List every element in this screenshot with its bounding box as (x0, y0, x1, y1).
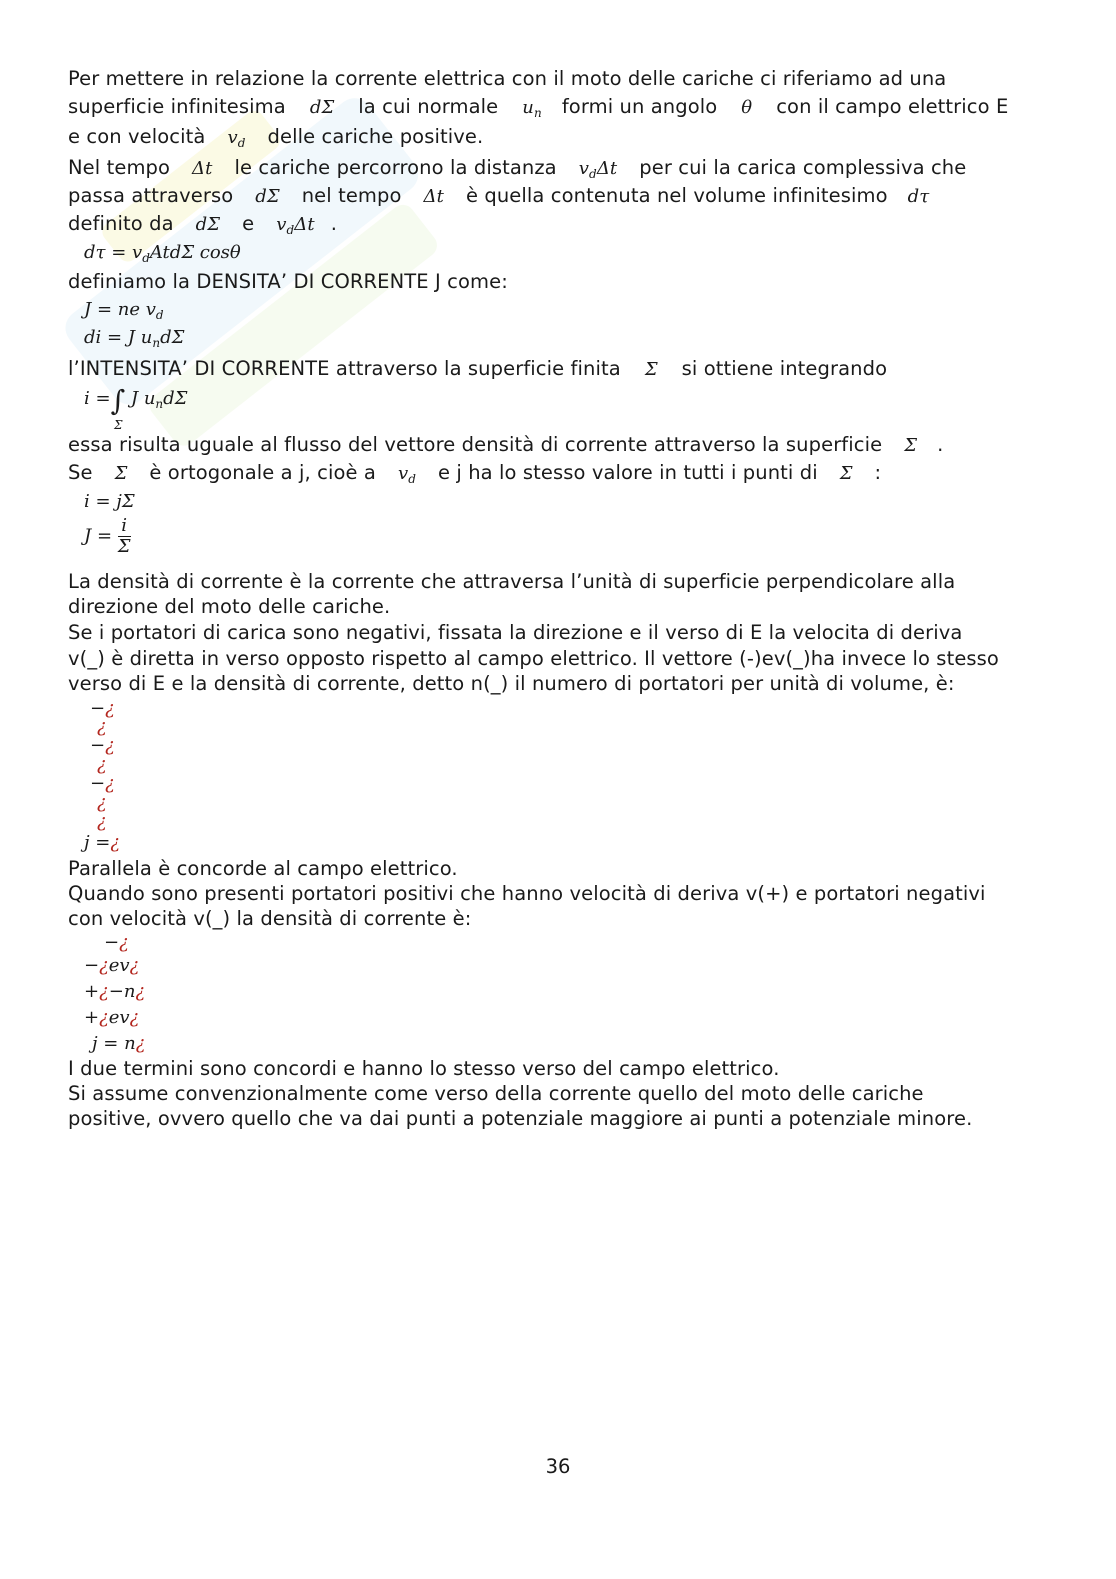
text-span: Se (68, 461, 93, 484)
math-sigma: Σ (904, 435, 918, 456)
math-delta-t: Δt (596, 158, 618, 179)
text-span: la cui normale (358, 95, 499, 118)
eq-part: AtdΣ cosθ (149, 242, 241, 263)
math-sub-d: d (589, 167, 597, 181)
math-sigma: Σ (839, 463, 853, 484)
fraction-denominator: Σ (117, 536, 131, 557)
eq-part: dτ = v (84, 242, 143, 263)
inverted-question-mark: ¿ (97, 754, 107, 775)
text-span: delle cariche positive. (267, 125, 484, 148)
math-sub-d: d (155, 308, 164, 322)
math-sub-d: d (408, 472, 417, 486)
math-sub-n: n (533, 106, 542, 120)
inverted-question-mark: ¿ (135, 981, 146, 1002)
broken-formula-line (97, 811, 107, 833)
paragraph-line: verso di E e la densità di corrente, detto n(_) il numero di portatori per unità di volume, è: (68, 672, 955, 695)
paragraph-line: definiamo la DENSITA’ DI CORRENTE J come: (68, 270, 508, 293)
eq-part: j = n (92, 1033, 136, 1054)
text-span: e (242, 212, 255, 235)
eq-part: J = ne v (84, 299, 156, 320)
math-sub-d: d (142, 251, 150, 265)
equation-di (84, 327, 184, 354)
integral-subscript-sigma: Σ (114, 418, 123, 432)
paragraph-line (68, 211, 337, 243)
inverted-question-mark: ¿ (99, 1007, 109, 1028)
eq-part: − (84, 955, 100, 976)
math-dsigma: dΣ (309, 97, 335, 118)
paragraph-line (68, 432, 943, 459)
inverted-question-mark: ¿ (105, 698, 115, 719)
eq-part: J u (130, 388, 156, 409)
paragraph-line (68, 183, 929, 210)
paragraph-line (68, 124, 483, 156)
math-sub-n: n (152, 336, 161, 350)
math-v: v (227, 127, 238, 148)
eq-part: di = J u (84, 327, 153, 348)
math-v: v (276, 214, 287, 235)
eq-part: ev (108, 955, 130, 976)
math-v: v (578, 158, 590, 179)
text-span: è ortogonale a j, cioè a (149, 461, 376, 484)
text-span: superficie infinitesima (68, 95, 286, 118)
inverted-question-mark: ¿ (97, 811, 107, 832)
broken-formula-line (84, 955, 139, 977)
paragraph-line: Per mettere in relazione la corrente elettrica con il moto delle cariche ci riferiamo ad una (68, 67, 947, 90)
text-span: formi un angolo (561, 95, 718, 118)
math-sigma: Σ (114, 463, 128, 484)
math-sigma: Σ (644, 359, 658, 380)
integral-sign: ∫ (110, 384, 126, 417)
math-dsigma: dΣ (195, 214, 221, 235)
equation-current-density (84, 299, 164, 326)
eq-part: ev (108, 1007, 130, 1028)
inverted-question-mark: ¿ (105, 773, 115, 794)
math-u: u (522, 97, 534, 118)
inverted-question-mark: ¿ (99, 981, 109, 1002)
text-span: . (330, 212, 338, 235)
text-span: con il campo elettrico E (776, 95, 1009, 118)
paragraph-line: v(_) è diretta in verso opposto rispetto al campo elettrico. Il vettore (-)ev(_)ha invece lo stesso (68, 647, 999, 670)
inverted-question-mark: ¿ (110, 832, 121, 853)
fraction (118, 516, 131, 557)
eq-part: dΣ (163, 388, 188, 409)
text-span: e con velocità (68, 125, 206, 148)
eq-part: J = (84, 525, 113, 547)
math-sub-d: d (237, 136, 246, 150)
text-span: le cariche percorrono la distanza (234, 156, 557, 179)
inverted-question-mark: ¿ (99, 955, 109, 976)
page-number: 36 (545, 1455, 571, 1478)
paragraph-line (68, 460, 881, 492)
eq-part: − (90, 698, 106, 719)
paragraph-line: con velocità v(_) la densità di corrente è: (68, 907, 472, 930)
paragraph-line: I due termini sono concordi e hanno lo stesso verso del campo elettrico. (68, 1057, 780, 1080)
eq-part: + (84, 981, 100, 1002)
equation-i-j-sigma: i = jΣ (84, 491, 135, 512)
broken-formula-line (104, 932, 129, 954)
fraction-numerator: i (118, 516, 131, 537)
broken-formula-line (84, 981, 145, 1003)
paragraph-line: Se i portatori di carica sono negativi, fissata la direzione e il verso di E la velocita di deriva (68, 621, 963, 644)
text-span: : (874, 461, 882, 484)
text-span: l’INTENSITA’ DI CORRENTE attraverso la superficie finita (68, 357, 621, 380)
paragraph-line: Quando sono presenti portatori positivi che hanno velocità di deriva v(+) e portatori negativi (68, 882, 986, 905)
eq-part: dΣ (160, 327, 185, 348)
math-dsigma: dΣ (255, 186, 280, 207)
paragraph-line: positive, ovvero quello che va dai punti a potenziale maggiore ai punti a potenziale minore. (68, 1107, 973, 1130)
text-span: per cui la carica complessiva che (639, 156, 967, 179)
text-span: e j ha lo stesso valore in tutti i punti di (438, 461, 818, 484)
paragraph-line: La densità di corrente è la corrente che attraversa l’unità di superficie perpendicolare alla (68, 570, 956, 593)
paragraph-line (68, 94, 1008, 126)
eq-part: − (104, 932, 120, 953)
equation-dtau (84, 242, 241, 269)
math-v: v (397, 463, 409, 484)
math-sub-d: d (286, 223, 295, 237)
math-delta-t: Δt (423, 186, 444, 207)
paragraph-line: direzione del moto delle cariche. (68, 595, 391, 618)
eq-part: + (84, 1007, 100, 1028)
broken-formula-line (84, 832, 120, 854)
text-span: si ottiene integrando (681, 357, 888, 380)
equation-j-fraction (84, 516, 131, 557)
text-span: Nel tempo (68, 156, 171, 179)
text-span: essa risulta uguale al flusso del vettore densità di corrente attraverso la superficie (68, 433, 883, 456)
math-dtau: dτ (907, 186, 930, 207)
paragraph-line: Parallela è concorde al campo elettrico. (68, 857, 458, 880)
paragraph-line: Si assume convenzionalmente come verso della corrente quello del moto delle cariche (68, 1082, 924, 1105)
text-span: passa attraverso (68, 184, 234, 207)
math-delta-t: Δt (192, 158, 213, 179)
math-sub-n: n (155, 397, 164, 411)
eq-part: − (90, 773, 106, 794)
paragraph-line (68, 356, 887, 383)
text-span: nel tempo (301, 184, 402, 207)
inverted-question-mark: ¿ (97, 792, 107, 813)
broken-formula-line (92, 1033, 145, 1055)
inverted-question-mark: ¿ (119, 932, 129, 953)
inverted-question-mark: ¿ (97, 716, 107, 737)
eq-part: j = (84, 832, 111, 853)
text-span: è quella contenuta nel volume infinitesimo (465, 184, 888, 207)
inverted-question-mark: ¿ (129, 955, 140, 976)
equation-integral (84, 384, 188, 417)
eq-part: i = (84, 388, 111, 409)
text-span: . (937, 433, 944, 456)
broken-formula-line (84, 1007, 139, 1029)
inverted-question-mark: ¿ (105, 735, 115, 756)
math-theta: θ (741, 97, 753, 118)
eq-part: −n (108, 981, 136, 1002)
inverted-question-mark: ¿ (135, 1033, 146, 1054)
inverted-question-mark: ¿ (129, 1007, 140, 1028)
text-span: definito da (68, 212, 174, 235)
eq-part: − (90, 735, 106, 756)
math-delta-t: Δt (294, 214, 315, 235)
